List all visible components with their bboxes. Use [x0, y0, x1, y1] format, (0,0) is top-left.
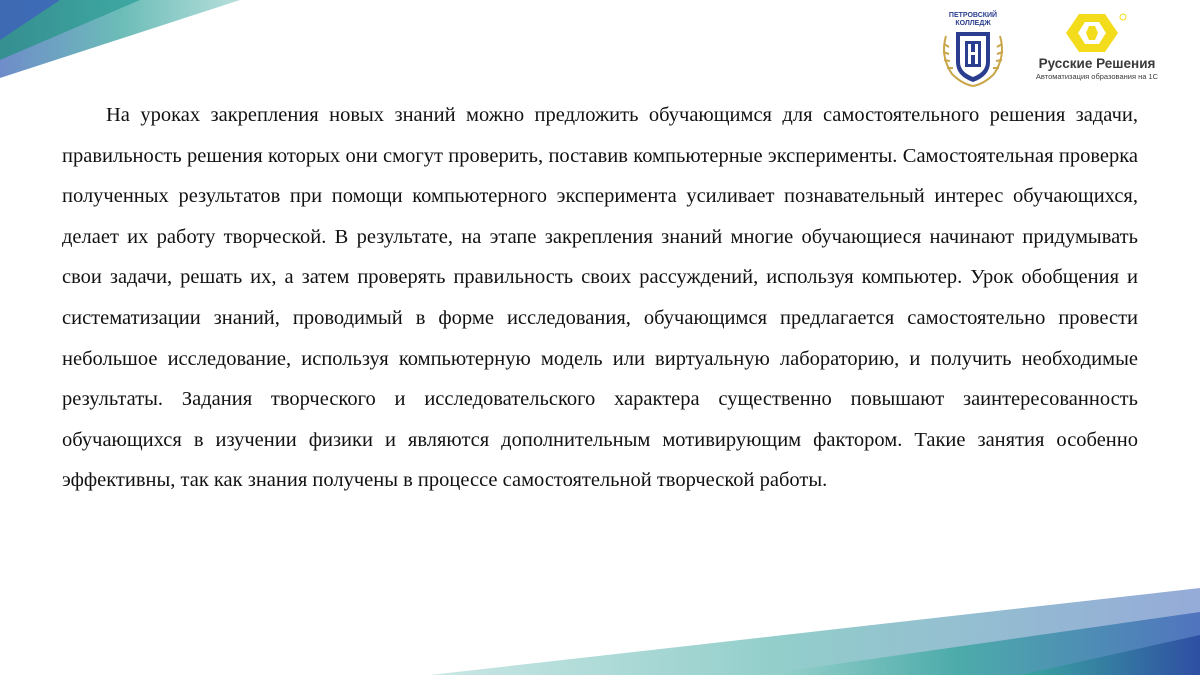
- bottom-right-corner-shape: [430, 588, 1200, 675]
- header-logos: [938, 12, 1160, 88]
- main-text-block: [62, 95, 1138, 501]
- main-paragraph: На уроках закрепления новых знаний можно предложить обучающимся для самостоятельного решения задачи, правильность решения которых они смогут проверить, поставив компьютерные эксперименты. Самостоятельная проверка полученных результатов при помощи компьютерного эксперимента усиливает познавательный интерес обучающихся, делает их работу творческой. В результате, на этапе закрепления знаний многие обучающиеся начинают придумывать свои задачи, решать их, а затем проверять правильность своих рассуждений, используя компьютер. Урок обобщения и систематизации знаний, проводимый в форме исследования, обучающимся предлагается самостоятельно провести небольшое исследование, используя компьютерную модель или виртуальную лабораторию, и получить необходимые результаты. Задания творческого и исследовательского характера существенно повышают заинтересованность обучающихся в изучении физики и являются дополнительным мотивирующим фактором. Такие занятия особенно эффективны, так как знания получены в процессе самостоятельной творческой работы.: [62, 104, 1138, 492]
- russian-solutions-logo: [1034, 12, 1160, 81]
- russian-solutions-title: Русские Решения: [1038, 56, 1156, 71]
- college-name: [938, 12, 1008, 28]
- college-name-line2: КОЛЛЕДЖ: [955, 20, 991, 27]
- russian-solutions-hexagon-icon: [1065, 12, 1129, 54]
- top-left-corner-shape: [0, 0, 240, 78]
- russian-solutions-subtitle: Автоматизация образования на 1С: [1035, 72, 1159, 81]
- petrovsky-college-logo: [938, 12, 1008, 88]
- college-name-line1: ПЕТРОВСКИЙ: [948, 12, 998, 19]
